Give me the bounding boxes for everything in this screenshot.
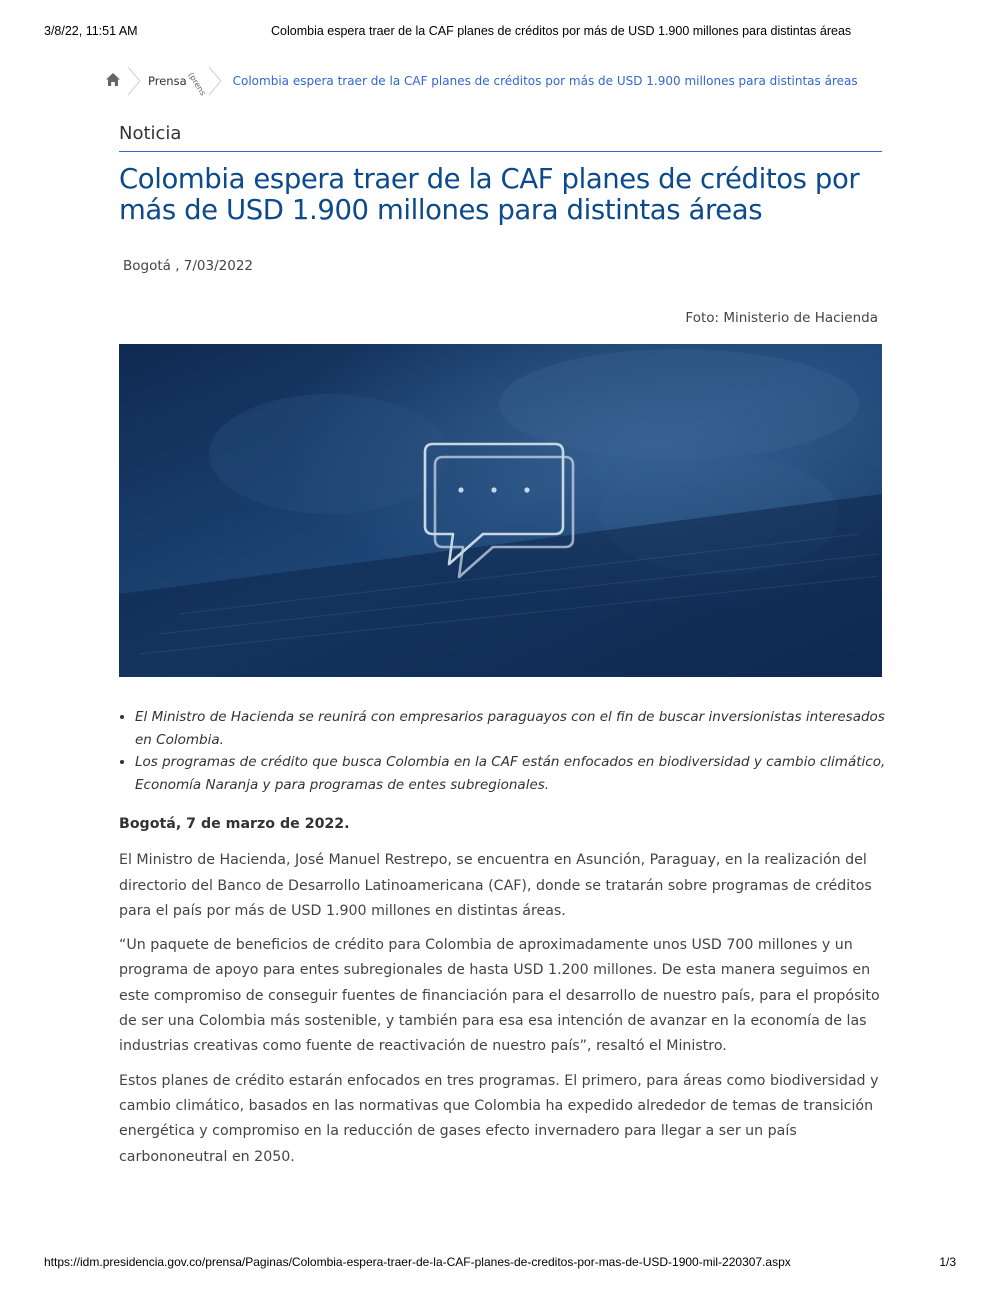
article-dateline: Bogotá , 7/03/2022 <box>123 258 254 274</box>
print-url: https://idm.presidencia.gov.co/prensa/Paginas/Colombia-espera-traer-de-la-CAF-planes-de-creditos-por-mas-de-USD-1900-mil-220307.aspx <box>44 1255 791 1269</box>
breadcrumb-section-tag: (prens <box>185 70 208 97</box>
highlight-item: • El Ministro de Hacienda se reunirá con empresarios paraguayos con el fin de buscar inversionistas interesados en Colombia. <box>135 706 895 751</box>
article-title: Colombia espera traer de la CAF planes de créditos por más de USD 1.900 millones para distintas áreas <box>119 163 860 226</box>
print-page-title: Colombia espera traer de la CAF planes de créditos por más de USD 1.900 millones para distintas áreas <box>271 24 852 38</box>
hero-image <box>119 344 882 677</box>
section-divider <box>119 151 882 152</box>
article-paragraph: Estos planes de crédito estarán enfocados en tres programas. El primero, para áreas como biodiversidad y cambio climático, basados en las normativas que Colombia ha expedido alrededor de temas de transición energética y compromiso en la reducción de gases efecto invernadero para llegar a ser un país carbononeutral en 2050. <box>119 1072 879 1165</box>
photo-credit: Foto: Ministerio de Hacienda <box>685 310 878 326</box>
highlight-item: • Los programas de crédito que busca Colombia en la CAF están enfocados en biodiversidad y cambio climático, Economía Naranja y para programas de entes subregionales. <box>135 751 895 796</box>
print-timestamp: 3/8/22, 11:51 AM <box>44 24 138 38</box>
article-highlights <box>119 706 895 796</box>
section-label: Noticia <box>119 123 182 144</box>
article-body <box>119 812 887 1179</box>
print-header <box>44 24 956 40</box>
article-paragraph: “Un paquete de beneficios de crédito para Colombia de aproximadamente unos USD 700 millones y un programa de apoyo para entes subregionales de hasta USD 1.200 millones. De esta manera seguimos en este compromiso de conseguir fuentes de financiación para el desarrollo de nuestro país, para el propósito de ser una Colombia más sostenible, y también para esa esa intención de avanzar en la economía de las industrias creativas como fuente de reactivación de nuestro país”, resaltó el Ministro. <box>119 937 880 1055</box>
breadcrumb-chevron-icon <box>207 66 225 96</box>
home-icon <box>105 72 121 90</box>
article-paragraph: El Ministro de Hacienda, José Manuel Restrepo, se encuentra en Asunción, Paraguay, en la realización del directorio del Banco de Desarrollo Latinoamericana (CAF), donde se tratarán sobre programas de créditos para el país por más de USD 1.900 millones en distintas áreas. <box>119 852 872 919</box>
breadcrumb-item-prensa[interactable]: Prensa <box>148 74 187 88</box>
print-page-number: 1/3 <box>939 1255 956 1269</box>
article-lead: Bogotá, 7 de marzo de 2022. <box>119 816 350 832</box>
breadcrumb-home-link[interactable] <box>100 67 126 95</box>
breadcrumb <box>100 66 858 96</box>
breadcrumb-chevron-icon <box>126 66 144 96</box>
breadcrumb-item-current[interactable]: Colombia espera traer de la CAF planes de créditos por más de USD 1.900 millones para distintas áreas <box>232 74 858 88</box>
